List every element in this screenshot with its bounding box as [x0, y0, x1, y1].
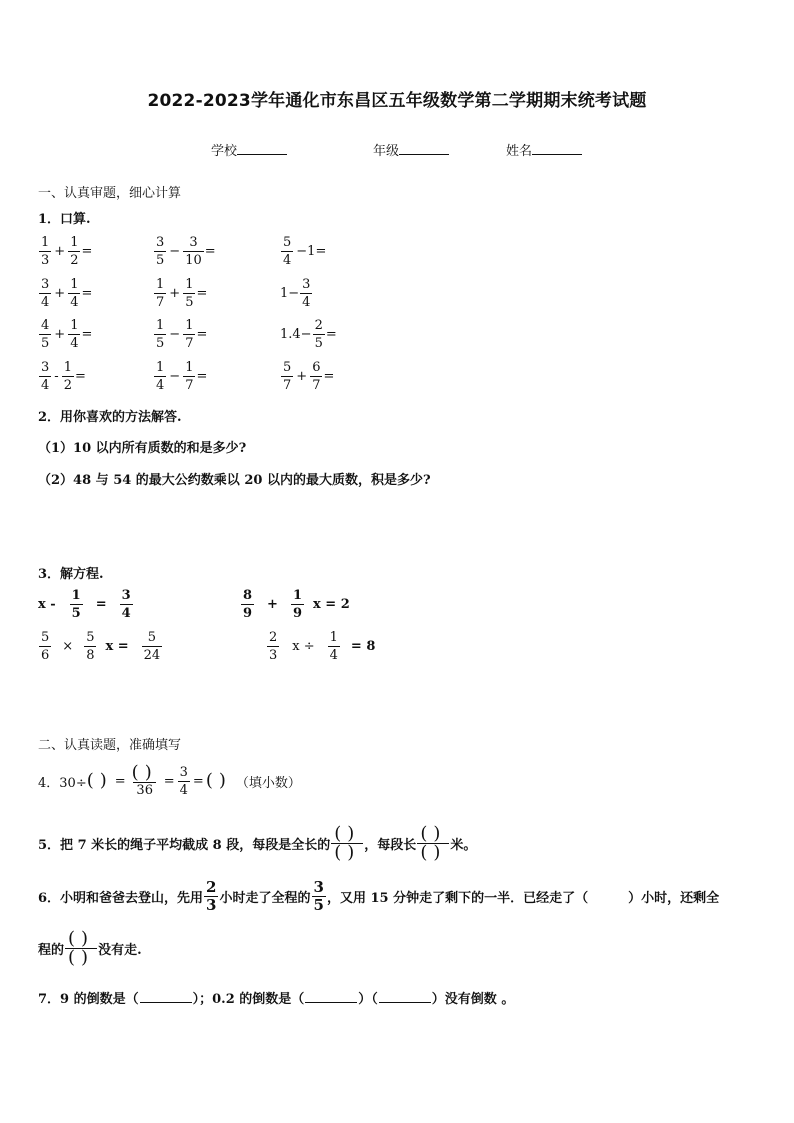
- q3-label: 3．解方程.: [38, 567, 104, 582]
- q2-sub2: （2）48 与 54 的最大公约数乘以 20 以内的最大质数，积是多少?: [38, 473, 431, 488]
- q6-line-2: 程的 $\frac{()}{()}$ 没有走.: [38, 928, 142, 968]
- q3-equation: $\frac{5}{6}$ × $\frac{5}{8}$ x = $\frac{5}{24}$: [41, 630, 161, 663]
- q6-blank-num[interactable]: (): [68, 928, 95, 949]
- q1-label: 1．口算.: [38, 212, 91, 227]
- q5-blank-3[interactable]: (): [420, 823, 447, 844]
- school-field: [211, 140, 287, 159]
- q1-item: 1.4− $\frac{2}{5}$ =: [280, 318, 337, 351]
- q1-item: 1− $\frac{3}{4}$: [280, 277, 311, 310]
- q7-blank-1[interactable]: [140, 990, 192, 1003]
- q1-item: $\frac{1}{7}$ + $\frac{1}{5}$ =: [156, 277, 208, 310]
- q1-item: $\frac{3}{5}$ − $\frac{3}{10}$ =: [156, 235, 216, 268]
- q2-label: 2．用你喜欢的方法解答.: [38, 410, 182, 425]
- q1-item: $\frac{3}{4}$ + $\frac{1}{4}$ =: [41, 277, 93, 310]
- q1-item: $\frac{5}{7}$ + $\frac{6}{7}$ =: [283, 360, 335, 393]
- q5-blank-2[interactable]: (): [334, 842, 361, 863]
- grade-field: [373, 140, 449, 159]
- q1-item: $\frac{4}{5}$ + $\frac{1}{4}$ =: [41, 318, 93, 351]
- q1-item: $\frac{3}{4}$ - $\frac{1}{2}$ =: [41, 360, 86, 393]
- q6-blank-den[interactable]: (): [68, 947, 95, 968]
- q1-item: $\frac{5}{4}$ −1=: [283, 235, 327, 268]
- q7-blank-3[interactable]: [379, 990, 431, 1003]
- q7: 7．9 的倒数是（ ）；0.2 的倒数是（ ）（ ）没有倒数 。: [38, 992, 515, 1007]
- q4-blank-2[interactable]: (): [131, 762, 158, 783]
- q3-equation: x - $\frac{1}{5}$ = $\frac{3}{4}$: [38, 588, 131, 621]
- q4-blank-3[interactable]: (): [205, 770, 232, 791]
- q1-item: $\frac{1}{5}$ − $\frac{1}{7}$ =: [156, 318, 208, 351]
- grade-blank[interactable]: [399, 142, 449, 155]
- q5: 5．把 7 米长的绳子平均截成 8 段，每段是全长的 $\frac{()}{()}$ ，每段长 $\frac{()}{()}$ 米。: [38, 823, 477, 863]
- name-label: 姓名: [506, 144, 533, 159]
- q1-item: $\frac{1}{3}$ + $\frac{1}{2}$ =: [41, 235, 93, 268]
- q4-blank-1[interactable]: (): [86, 770, 113, 791]
- q5-blank-1[interactable]: (): [334, 823, 361, 844]
- q4: 4．30÷ () = $\frac{()}{36}$ = $\frac{3}{4}$ = () （填小数）: [38, 762, 301, 798]
- q3-equation: $\frac{2}{3}$ x ÷ $\frac{1}{4}$ = 8: [269, 630, 376, 663]
- q3-equation: $\frac{8}{9}$ + $\frac{1}{9}$ x = 2: [243, 588, 350, 621]
- q1-item: $\frac{1}{4}$ − $\frac{1}{7}$ =: [156, 360, 208, 393]
- section-1-heading: 一、认真审题，细心计算: [38, 186, 182, 201]
- school-label: 学校: [211, 144, 238, 159]
- name-blank[interactable]: [532, 142, 582, 155]
- grade-label: 年级: [373, 144, 400, 159]
- q7-blank-2[interactable]: [305, 990, 357, 1003]
- q5-blank-4[interactable]: (): [420, 842, 447, 863]
- q6-line-1: 6．小明和爸爸去登山，先用 $\frac{2}{3}$ 小时走了全程的 $\frac{3}{5}$ ，又用 15 分钟走了剩下的一半．已经走了（ ）小时，还剩全: [38, 878, 720, 914]
- section-2-heading: 二、认真读题，准确填写: [38, 738, 182, 753]
- page-title: 2022-2023学年通化市东昌区五年级数学第二学期期末统考试题: [147, 91, 647, 111]
- q2-sub1: （1）10 以内所有质数的和是多少?: [38, 441, 247, 456]
- name-field: [506, 140, 582, 159]
- school-blank[interactable]: [237, 142, 287, 155]
